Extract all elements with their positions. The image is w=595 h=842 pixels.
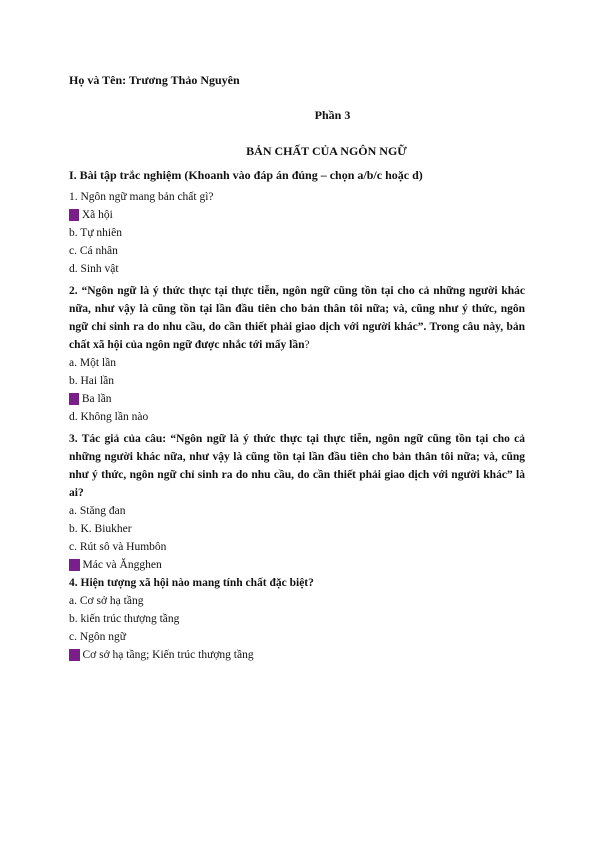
- answer-highlight: d.: [70, 559, 79, 571]
- q3-option-b[interactable]: b. K. Biukher: [69, 523, 132, 535]
- question-3: 3. Tác giả của câu: “Ngôn ngữ là ý thức thực tại thực tiễn, ngôn ngữ cũng tồn tại cho cả những người khác nữa, như vậy là cũng tồn tại lần đầu tiên cho bản thân tôi nữa; và, cũng như ý thức, ngôn ngữ chỉ sinh ra do nhu cầu, do cần thiết phải giao dịch với người khác” là ai?: [69, 433, 525, 499]
- section-heading: I. Bài tập trắc nghiệm (Khoanh vào đáp án đúng – chọn a/b/c hoặc d): [69, 168, 423, 182]
- question-1: 1. Ngôn ngữ mang bản chất gì?: [69, 191, 214, 203]
- answer-highlight: a.: [70, 209, 78, 221]
- content: [69, 166, 525, 664]
- question-4: 4. Hiện tượng xã hội nào mang tính chất đặc biệt?: [69, 577, 314, 589]
- q3-option-a[interactable]: a. Stăng đan: [69, 505, 126, 517]
- q2-option-c[interactable]: c. Ba lần: [70, 393, 112, 405]
- q1-option-c[interactable]: c. Cá nhân: [69, 245, 118, 257]
- q3-option-d[interactable]: d. Mác và Ăngghen: [70, 559, 162, 571]
- q4-option-c[interactable]: c. Ngôn ngữ: [69, 631, 127, 643]
- q2-option-d[interactable]: d. Không lần nào: [69, 411, 149, 423]
- q2-option-a[interactable]: a. Một lần: [69, 357, 116, 369]
- student-name: Họ và Tên: Trương Thảo Nguyên: [69, 73, 240, 87]
- q1-option-d[interactable]: d. Sinh vật: [69, 263, 119, 275]
- q3-option-c[interactable]: c. Rút sô và Humbôn: [69, 541, 167, 553]
- q1-option-a[interactable]: a. Xã hội: [70, 209, 113, 221]
- answer-highlight: d.: [70, 649, 79, 661]
- question-2: 2. “Ngôn ngữ là ý thức thực tại thực tiễn, ngôn ngữ cũng tồn tại cho cả những người khác nữa, như vậy là cũng tồn tại lần đầu tiên cho bản thân tôi nữa; và, cũng như ý thức, ngôn ngữ chỉ sinh ra do nhu cầu, do cần thiết phải giao dịch với người khác”. Trong câu này, bản chất xã hội của ngôn ngữ được nhắc tới mấy lần?: [69, 285, 525, 351]
- document-title: BẢN CHẤT CỦA NGÔN NGỮ: [246, 144, 407, 158]
- q4-option-b[interactable]: b. kiến trúc thượng tầng: [69, 613, 180, 625]
- q4-option-d[interactable]: d. Cơ sở hạ tầng; Kiến trúc thượng tầng: [70, 649, 254, 661]
- answer-highlight: c.: [70, 393, 78, 405]
- q2-option-b[interactable]: b. Hai lần: [69, 375, 115, 387]
- part-heading: Phần 3: [314, 108, 351, 122]
- q4-option-a[interactable]: a. Cơ sở hạ tầng: [69, 595, 144, 607]
- q1-option-b[interactable]: b. Tự nhiên: [69, 227, 122, 239]
